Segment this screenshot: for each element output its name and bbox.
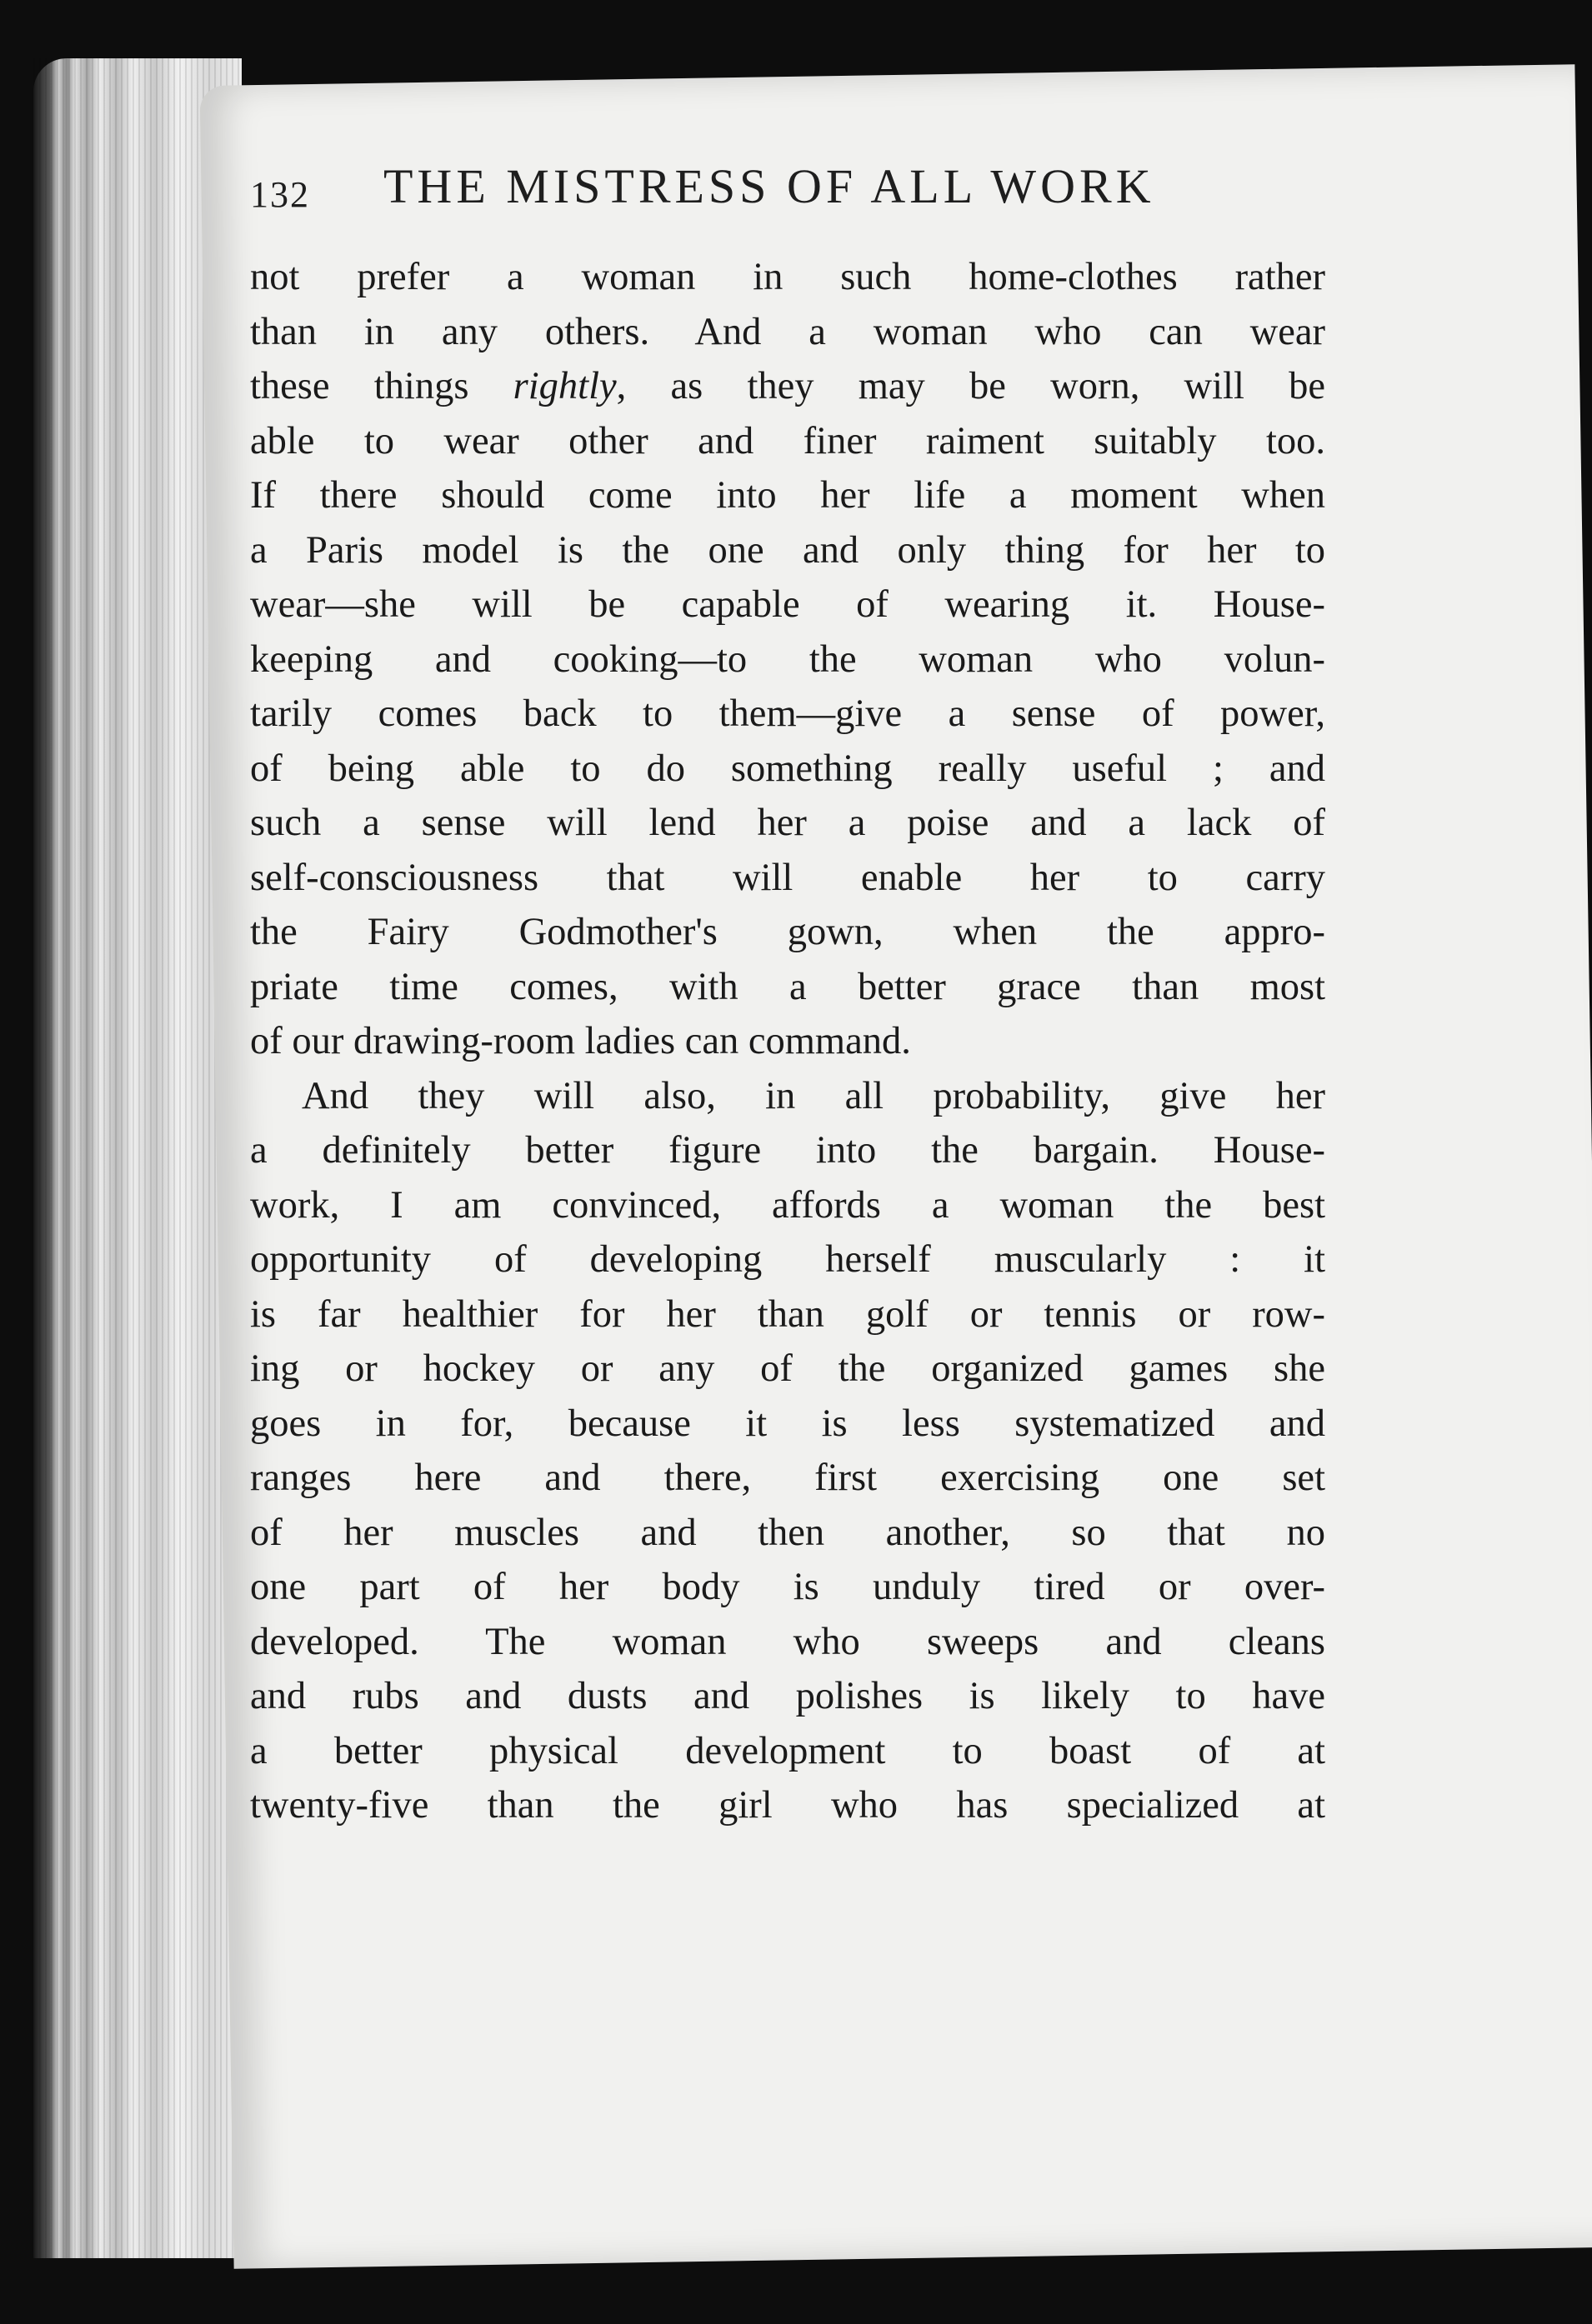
text-line: such a sense will lend her a poise and a lack of	[250, 802, 1325, 844]
page-number: 132	[250, 174, 310, 215]
text-line: one part of her body is unduly tired or over-	[250, 1566, 1325, 1608]
text-line: priate time comes, with a better grace than most	[250, 965, 1325, 1008]
text-line: twenty-five than the girl who has specialized at	[250, 1784, 1325, 1827]
text-line: wear—she will be capable of wearing it. House-	[250, 583, 1325, 626]
text-line: of her muscles and then another, so that no	[250, 1511, 1325, 1554]
text-line: tarily comes back to them—give a sense of power,	[250, 692, 1325, 735]
text-line: not prefer a woman in such home-clothes rather	[250, 256, 1325, 298]
text-line: able to wear other and finer raiment suitably too.	[250, 419, 1325, 462]
text-run: , as they may be worn, will be	[616, 365, 1325, 407]
paragraph-2	[250, 1069, 1325, 1833]
text-line: And they will also, in all probability, give her	[302, 1074, 1325, 1117]
text-line	[250, 359, 1325, 414]
text-line: the Fairy Godmother's gown, when the appro-	[250, 911, 1325, 953]
text-line: If there should come into her life a moment when	[250, 474, 1325, 517]
text-line: keeping and cooking—to the woman who volun-	[250, 637, 1325, 681]
text-line: opportunity of developing herself muscularly : it	[250, 1238, 1325, 1281]
body-text	[250, 250, 1325, 1833]
text-line: than in any others. And a woman who can wear	[250, 310, 1325, 353]
text-line: goes in for, because it is less systematized and	[250, 1402, 1325, 1445]
text-line: ing or hockey or any of the organized games she	[250, 1347, 1325, 1390]
text-line: self-consciousness that will enable her to carry	[250, 856, 1325, 899]
text-line: work, I am convinced, affords a woman the best	[250, 1183, 1325, 1227]
text-run: these things	[250, 365, 513, 407]
text-line: a definitely better figure into the bargain. House-	[250, 1129, 1325, 1172]
running-head: THE MISTRESS OF ALL WORK	[383, 159, 1155, 213]
text-line: developed. The woman who sweeps and cleans	[250, 1620, 1325, 1663]
text-line: is far healthier for her than golf or tennis or row-	[250, 1292, 1325, 1336]
text-line: and rubs and dusts and polishes is likely to have	[250, 1675, 1325, 1717]
text-line: of our drawing-room ladies can command.	[250, 1020, 911, 1062]
italic-word: rightly	[513, 365, 617, 407]
paragraph-1	[250, 250, 1325, 1069]
text-line: of being able to do something really useful ; and	[250, 747, 1325, 790]
page-header	[250, 150, 1417, 242]
text-line: ranges here and there, first exercising one set	[250, 1457, 1325, 1499]
text-line: a better physical development to boast of at	[250, 1729, 1325, 1772]
text-line: a Paris model is the one and only thing for her to	[250, 528, 1325, 572]
